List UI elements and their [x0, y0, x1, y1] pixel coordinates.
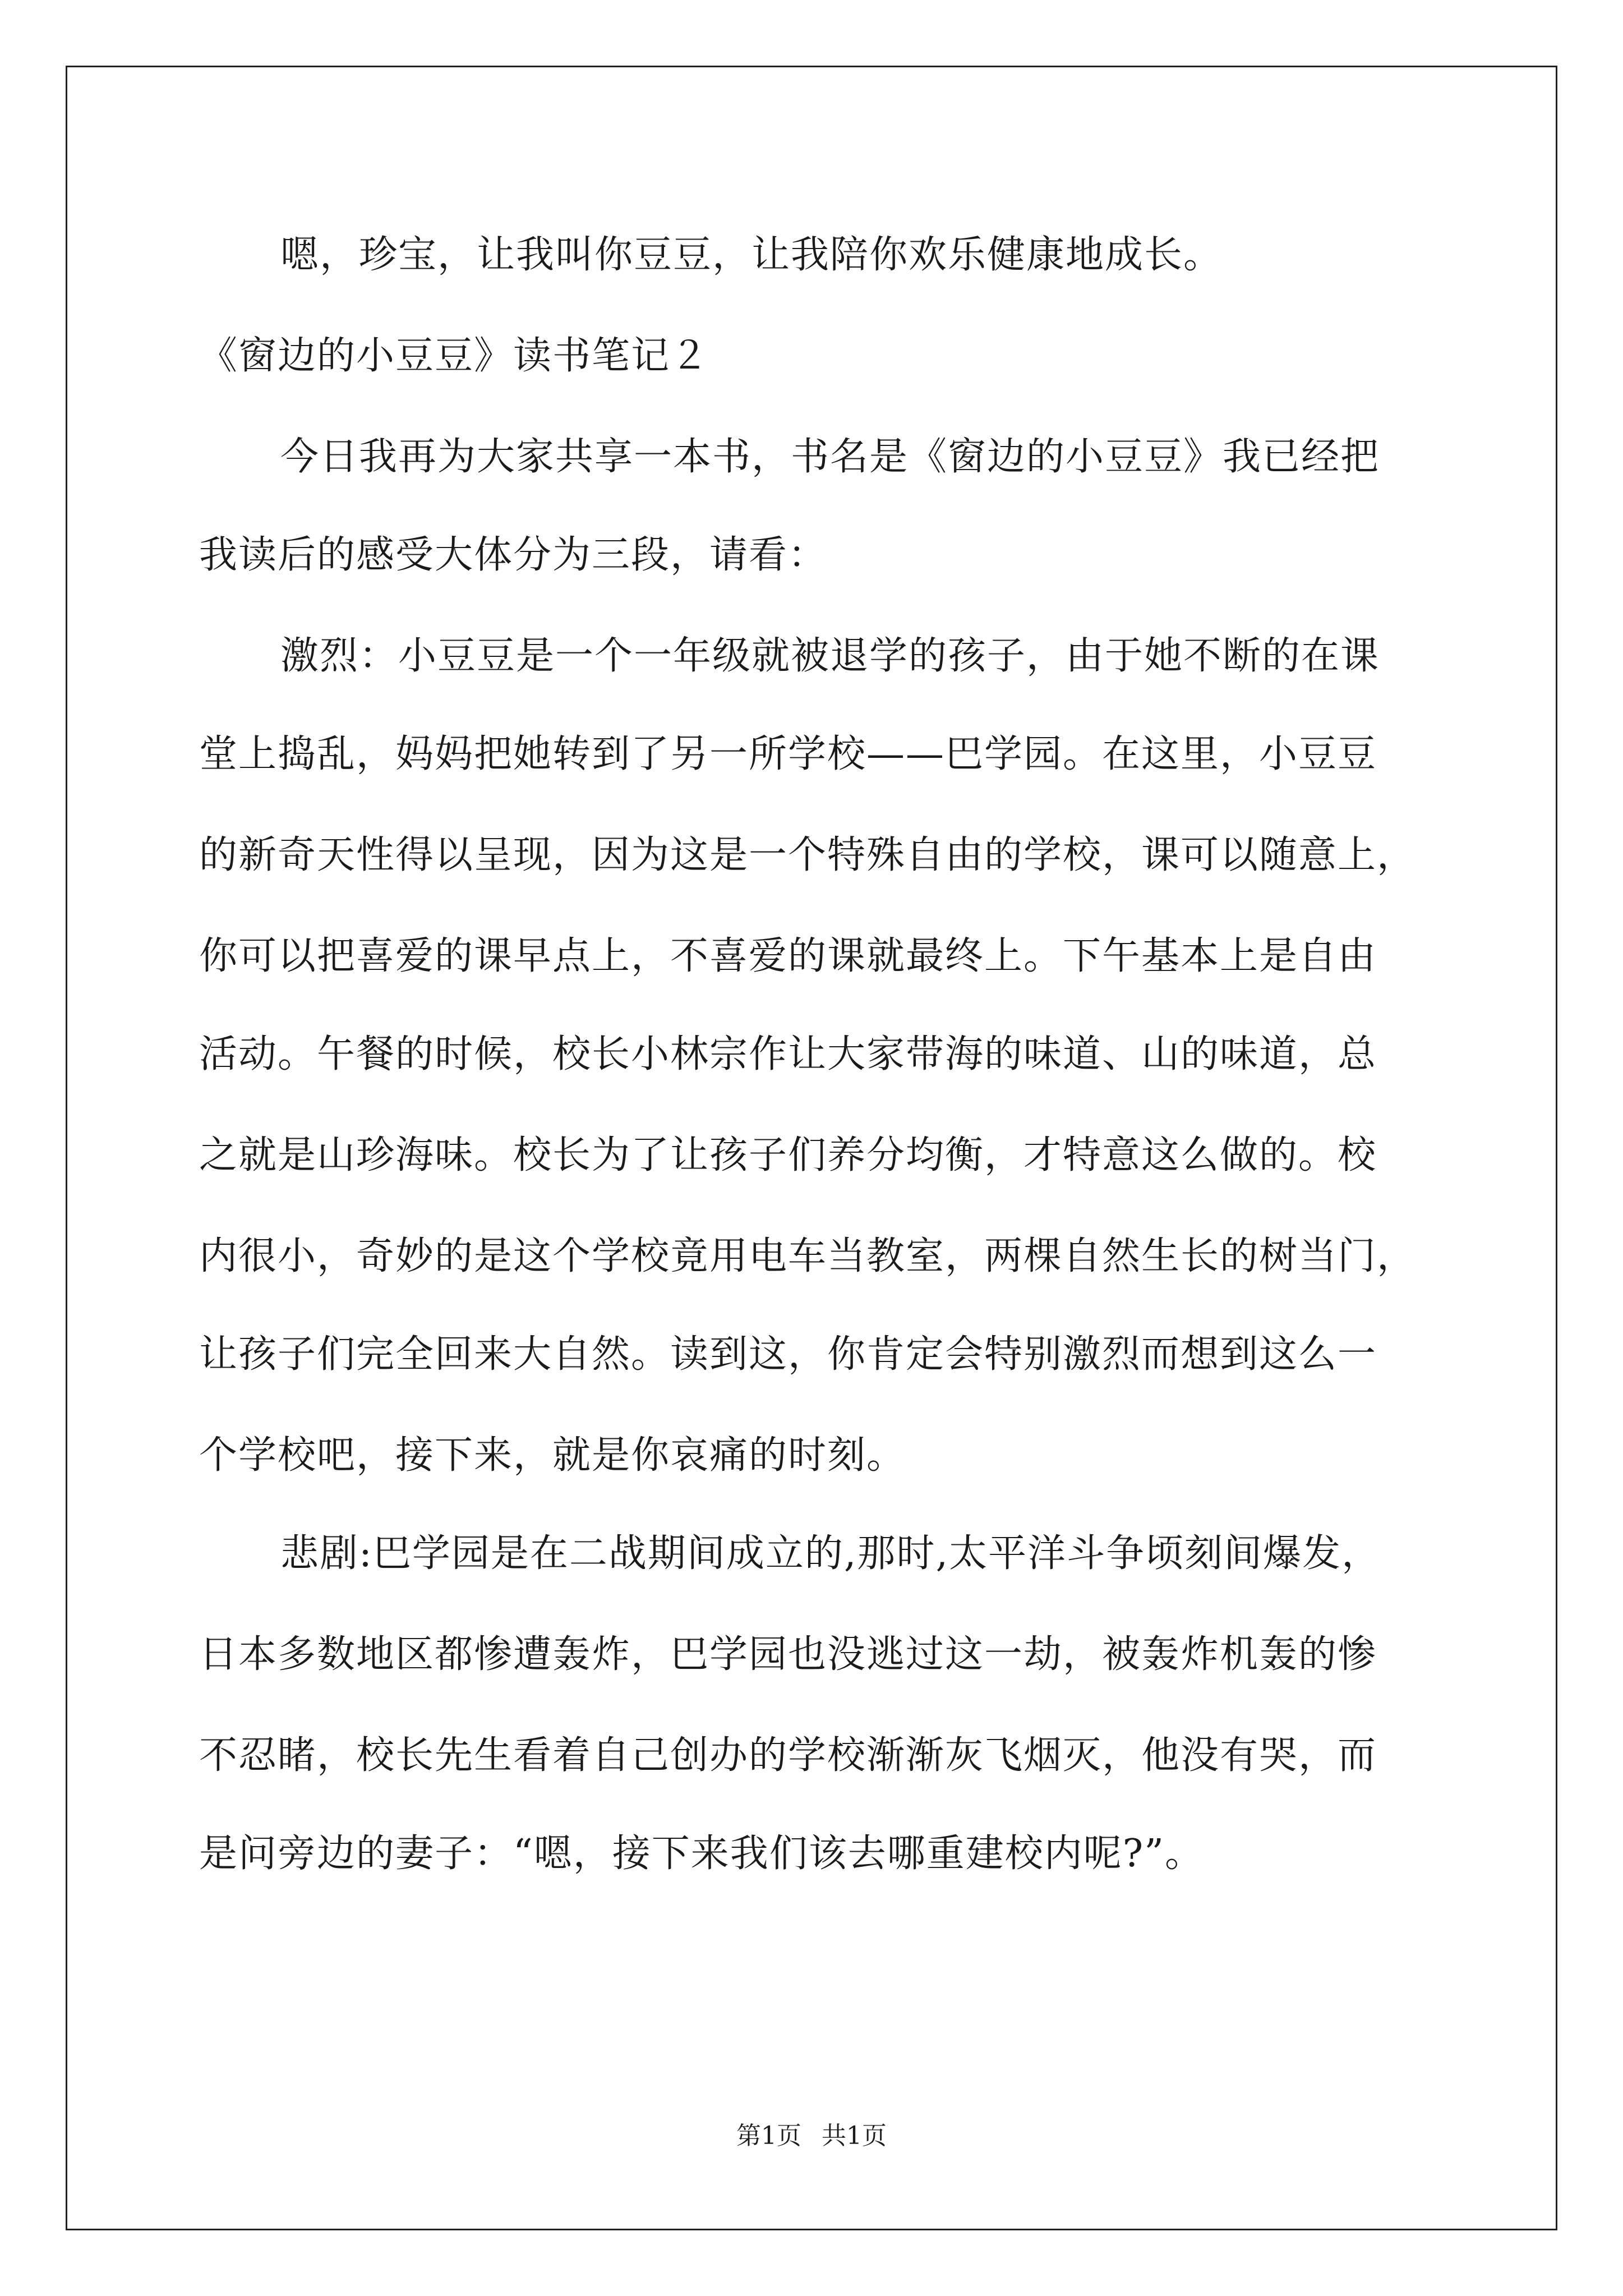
paragraph-line: 活动。午餐的时候，校长小林宗作让大家带海的味道、山的味道，总 — [199, 1032, 1377, 1076]
paragraph-line: 你可以把喜爱的课早点上，不喜爱的课就最终上。下午基本上是自由 — [199, 934, 1377, 978]
section-heading: 《窗边的小豆豆》读书笔记２ — [199, 334, 710, 378]
page-number-total: 共1页 — [822, 2122, 887, 2150]
paragraph-line: 悲剧:巴学园是在二战期间成立的,那时,太平洋斗争顷刻间爆发， — [280, 1531, 1381, 1576]
paragraph-line: 堂上捣乱，妈妈把她转到了另一所学校——巴学园。在这里，小豆豆 — [199, 732, 1377, 776]
paragraph-line: 的新奇天性得以呈现，因为这是一个特殊自由的学校，课可以随意上， — [199, 833, 1417, 877]
paragraph-line: 之就是山珍海味。校长为了让孩子们养分均衡，才特意这么做的。校 — [199, 1133, 1377, 1177]
paragraph-line: 个学校吧，接下来，就是你哀痛的时刻。 — [199, 1433, 906, 1478]
paragraph-line: 是问旁边的妻子：“嗯，接下来我们该去哪重建校内呢?”。 — [199, 1832, 1204, 1876]
paragraph-line: 我读后的感受大体分为三段，请看： — [199, 533, 828, 577]
paragraph-line: 不忍睹，校长先生看着自己创办的学校渐渐灰飞烟灭，他没有哭，而 — [199, 1733, 1377, 1778]
page-number-current: 第1页 — [736, 2122, 801, 2150]
paragraph-line: 今日我再为大家共享一本书，书名是《窗边的小豆豆》我已经把 — [280, 435, 1380, 479]
paragraph-line: 日本多数地区都惨遭轰炸，巴学园也没逃过这一劫，被轰炸机轰的惨 — [199, 1632, 1377, 1677]
paragraph-line: 内很小，奇妙的是这个学校竟用电车当教室，两棵自然生长的树当门， — [199, 1234, 1417, 1278]
paragraph-line: 激烈：小豆豆是一个一年级就被退学的孩子，由于她不断的在课 — [280, 634, 1380, 678]
paragraph-line: 嗯，珍宝，让我叫你豆豆，让我陪你欢乐健康地成长。 — [280, 233, 1223, 277]
page-footer — [0, 2119, 1623, 2153]
paragraph-line: 让孩子们完全回来大自然。读到这，你肯定会特别激烈而想到这么一 — [199, 1332, 1377, 1377]
